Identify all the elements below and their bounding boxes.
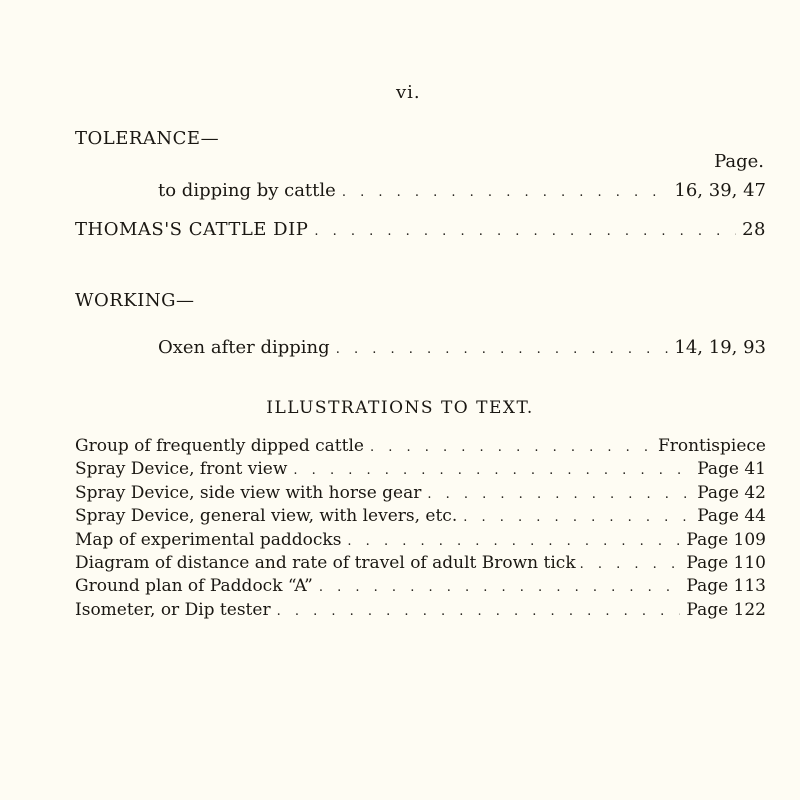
list-item (75, 506, 766, 529)
entry-pages: Page 113 (686, 576, 766, 597)
list-item (75, 483, 766, 506)
heading-tolerance: TOLERANCE— (75, 128, 220, 149)
index-entry-tolerance-dipping (158, 180, 766, 201)
entry-pages: Page 42 (697, 482, 766, 503)
list-item (75, 530, 766, 553)
illustrations-title: ILLUSTRATIONS TO TEXT. (266, 398, 534, 418)
entry-pages: 16, 39, 47 (674, 180, 766, 201)
entry-pages: 28 (742, 219, 766, 240)
illustrations-list (75, 436, 766, 623)
entry-label: Diagram of distance and rate of travel of adult Brown tick (75, 552, 576, 573)
list-item (75, 553, 766, 576)
dot-leader (277, 604, 681, 619)
entry-label: Spray Device, general view, with levers, etc. (75, 506, 458, 527)
list-item (75, 436, 766, 459)
dot-leader (293, 463, 691, 478)
entry-label: Oxen after dipping (158, 337, 330, 358)
list-item (75, 576, 766, 599)
dot-leader (347, 534, 680, 549)
entry-pages: Frontispiece (657, 436, 766, 456)
dot-leader (314, 224, 736, 239)
entry-pages: Page 109 (686, 529, 766, 550)
list-item (75, 459, 766, 482)
entry-label: Isometer, or Dip tester (75, 599, 271, 620)
dot-leader (580, 557, 683, 572)
index-entry-oxen-after-dipping (158, 337, 766, 358)
entry-pages: Page 122 (686, 599, 766, 620)
list-item (75, 600, 766, 623)
page-column-label: Page. (714, 151, 764, 172)
entry-pages: Page 110 (686, 552, 766, 573)
dot-leader (463, 510, 691, 525)
entry-label: Spray Device, front view (75, 459, 288, 480)
entry-label: THOMAS'S CATTLE DIP (75, 219, 309, 240)
heading-working: WORKING— (75, 290, 195, 311)
dot-leader (427, 487, 691, 502)
dot-leader (319, 580, 681, 595)
entry-pages: Page 41 (697, 459, 766, 480)
entry-label: Group of frequently dipped cattle (75, 436, 364, 456)
entry-label: Spray Device, side view with horse gear (75, 482, 422, 503)
dot-leader (370, 440, 652, 455)
entry-label: Ground plan of Paddock “A” (75, 576, 313, 597)
entry-label: to dipping by cattle (158, 180, 336, 201)
entry-pages: 14, 19, 93 (674, 337, 766, 358)
dot-leader (342, 185, 669, 200)
dot-leader (336, 342, 669, 357)
index-entry-thomas-cattle-dip (75, 219, 766, 240)
entry-label: Map of experimental paddocks (75, 529, 342, 550)
entry-pages: Page 44 (697, 506, 766, 527)
page-number: vi. (396, 82, 421, 103)
